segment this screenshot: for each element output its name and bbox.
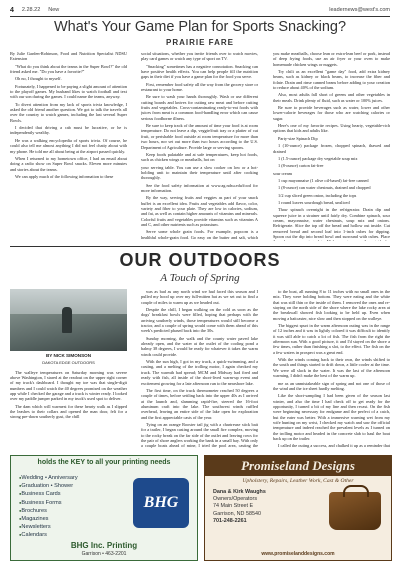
ad-headline: holds the KEY to all your printing needs [37,459,171,466]
outdoors-byline-org: DAKOTA EDGE OUTDOORS [42,360,95,366]
article-column-1 [10,51,127,241]
paragraph: me as an unmistakeable sign of spring and not one of those of the wind and the ice sheet hardly melting. [273,380,390,391]
outdoors-column-1 [10,289,127,449]
paragraph: Like the short-sampling I had been given of the season last winter, and also the time I had check off to get ready for the opportunity, I turned a bit of my line and then recast. On the fish were beginning necessary for endgame and the perfect of a catch, but the eater was better. With a immersive warning wet from my wife hunting on my wrist, I checked my watch and saw the official temperature and indeed reached the prevalent levels as I turned on the trolling motor and headed in the concrete slab to haul the boat back up on the trailer. [273,393,390,441]
list-item: ● Wedding • Anniversary [19,474,78,482]
article-column-3 [273,51,390,241]
recipe-title: Party-size Spinach Dip [278,135,318,141]
paragraph: The walleye temperatures on Saturday morning was severe above Washington, I stared at the readout on the upper right corner of my truck's dashboard. I thought my toe was that single-digit numbers and I could watch the 40 degrees promised on the weather app while I checked the garage and a truck is winter ready. I looked over my paddle jumper parked in my truck's used spot to deliver. [10,369,127,402]
page-number: 4 [10,6,14,14]
paragraph: Try chili as an excellent "game day" food, add extra kidney beans, such as kidney or black beans, to increase the fiber and folate. Drain and rinse canned beans before adding to your creation to reduce about 40% of the sodium. [273,69,390,91]
list-item: ● Calendars [19,531,78,539]
paragraph: The dam which will warmest for these hearty walk as I slipped the leashes to their collars and opened the man door, felt for a strong pre-dawn southerly gust, the chill [10,403,127,420]
ad-address-line: Garrison, ND 58540 [213,510,261,517]
paragraph: Fortunately, I happened to be paying a slight amount of attention to the playoff games. My husband likes to watch football and text with our son during the games. I could name the teams, anyway. [10,83,127,100]
paragraph: Keep foods palatable and at safe temperatures, keep hot foods, such as chicken wings or meatballs, hot on [141,151,258,163]
ad-owner-title: Owners/Operators [213,496,258,503]
recipe-ingredient: 1/2 cup sliced green onion, including the tops [278,192,357,198]
paragraph: Despite the chill, I began walking on the cold as soon as the dogs' breakfast bowls were filled, hoping that perhaps with the arriving southerly winds, those temperatures would still become a tractor, and a couple of spring would come with them ahead of this week's predicted phased back into the 30s. [141,307,258,334]
paragraph: to the boat, all running 8 to 11 inches with no small ones in the mix. They were holding bottom. They were eating and the white that was still thin or the inside of them. I removed the ones and re-staying on the north side of the shore where the lake rocky area at the breakwall showed fish looking to be held up. Even when moving a baitcaster, nice slow and then stopped on the walleye. [273,289,390,321]
section-subtitle: A Touch of Spring [160,272,240,284]
recipe-directions: Thaw spinach overnight in the refrigerator. Drain dip and squeeze juice in a strainer until fairly dry. Combine spinach, sour cream, mayonnaise, water chestnuts, soup mix and onions. Refrigerate. Slice the top off the bread and hollow out inside. Cut removed bread and second loaf into 1-inch cubes for dipping. Spoon out the dip into bread bowl and surround with cubes. Place [273,207,390,239]
paragraph: The first time, on the truck thermometer reached 50 degrees a couple of times, before settling back into the upper 40s as I arrived at the launch and, slamming rapid-fire, steered the 16-foot aluminum craft into the lake. The southwest winds ruffled overhead, leaving an entire side of the lake open for exploration and the first appreciable casts of the year. [141,387,258,420]
article-column-2 [141,51,258,241]
recipe-ingredient: 1 (10-ounce) package frozen, chopped spinach, thawed and drained [273,143,390,154]
paragraph: Here's one of my favorite recipes. Using hearty, vegetable-rich options that kids and adults like. [273,123,390,134]
recipe-ingredient: 1 round loaves sourdough bread, unsliced [278,199,350,205]
bhg-logo: BHG [133,478,189,528]
paragraph: With the sun high, I got in my truck, a quick-swimming, and a casting, and a melting of the trolling motor, I again checked my truck. The warmth had spread; MCM and Midway had fired and ready with fish, all inside of the short-lived warm-up event and excitement growing for a late afternoon run to the nearshore lake. [141,359,258,386]
list-item: ● Graduation • Shower [19,482,78,490]
column-kicker: PRAIRIE FARE [165,38,234,47]
recipe-ingredient: sour cream [273,170,292,176]
section-divider [10,246,390,247]
ad-services-list [19,474,78,540]
section-title: OUR OUTDOORS [119,250,281,270]
paragraph: Be sure to wash your hands thoroughly. Wash or use different cutting boards and knives for cutting raw meat and before cutting fruits and vegetables. Cross-contaminating ready-to-eat foods with juices from meat is a common food-handling error which can cause serious foodborne illness. [141,94,258,121]
columnist-photo [10,289,127,351]
paragraph: First, remember food safety all the way from the grocery store or restaurant to your home. [141,81,258,93]
outdoors-byline: BY NICK SIMONSON [45,353,92,358]
upholstery-ad[interactable] [204,455,392,561]
article-headline: What's Your Game Plan for Sports Snacking? [53,19,347,35]
printing-ad[interactable] [10,455,198,561]
paragraph: See the food safety information at www.ag.ndsu.edu/food for more information. [141,182,258,193]
paragraph: Tying on an orange Rooster tail jig with a chartreuse stick bait for a trailer, I began casting around the small fire complex, moving to the rocky break on the far side of the outlet and leaving rows for the pair of shore anglers working the bank in a small bay. With only a couple boats ahead of mine, I tried the pool area, casting the [141,421,258,449]
list-item: ● Magazines [19,515,78,523]
list-item: ● Business Cards [19,490,78,498]
issue-label: New [48,7,60,13]
recipe-ingredient: 1 cup mayonnaise (1 olive oil-based) fat-free canned [278,177,369,183]
paragraph: you make meatballs, choose lean or extra-lean beef or pork, instead of deep frying foods, use an air fryer or your oven to make homemade chicken wings or nuggets. [273,51,390,67]
paragraph: I decided that driving a cab must be lucrative, or he is independently wealthy. [10,125,127,136]
ad-brand: BHG Inc. Printing [70,541,138,550]
paragraph: To divert attention from my lack of sports trivia knowledge, I asked the old friend another question. We got to talk the travels all over the country to watch games, including the last several Super Bowls. [10,101,127,123]
paragraph: Serve some whole grain foods. For example, popcorn is a healthful whole-grain food. Go easy on the butter and salt, which [141,229,258,240]
website-link[interactable]: leadernews@west's.com [329,7,390,13]
ad-address-line: 74 Main Street E [213,503,254,510]
paragraph: Sunday morning, the walk and the county water paved lake already open, and the water at the outlet of the cooling pond a balmy 38 degrees, I would be ready for whatever it takes the warm winds could provide. [141,335,258,357]
paragraph: By the way, serving fruits and veggies as part of your snack buffet is an excellent idea. Fruits and vegetables add flavor, color, variety and fiber to your plate. They are low in calories, sodium, and fat, as well as contain higher amounts of vitamins and minerals. Colorful fruits and vegetables provide vitamins such as vitamins A and C, and other nutrients such as potassium. [141,195,258,227]
list-item: ● Brochures [19,507,78,515]
paragraph: I called the outing a success, and chalked it up as a reminder that [278,443,390,449]
paragraph: He was a walking encyclopedia of sports trivia. Of course, he could also tell me almost anything I did not feel chatty about with my phone. He told me all about being at the airport passed quickly. [10,137,127,154]
ad-business-name: Promiseland Designs [205,456,391,476]
paragraph: Be sure to provide beverages such as water, lower and other lower-calorie beverages for those who are watching calories or sugar. [273,105,390,121]
ad-owners: Dana & Kirk Waughs [213,489,266,495]
paragraph: social situations, whether you invite friends over to watch movies, play card games or watch any type of sport on TV. [141,51,258,62]
ad-tagline: Upholstery, Repairs, Leather Work, Cast & Other [242,478,354,484]
recipe-ingredient: 1 (8-ounce) can water chestnuts, drained and chopped [278,185,371,191]
paragraph: The biggest spurt in the warm afternoon outing was in the range of 12 inches and it was in lightly colored it was difficult to identify it was still able to catch a lot of fish. The fish from the right the afternoon sun. With a good picture, it and I'd stayed on the shore a few times, rather than finishing a slot, to the effect. The fish on the a few waters in prospect was a great end. [273,323,390,355]
article-byline: By Julie Garden-Robinson, Food and Nutrition Specialist NDSU Extension [10,51,127,62]
recipe-ingredient: 1 (8-ounce) carton fat-free [278,163,324,169]
paragraph: was as bad as any north wind we had faced this season and I pulled my hood up over my full-mitten hat as we set out to find a couple of miles to warm up as we headed out. [141,289,258,305]
issue-date: 2.28.22 [21,7,41,13]
ad-website-link[interactable]: www.promiselanddesigns.com [261,551,335,557]
ad-contact [213,489,266,525]
masthead [10,4,390,17]
paragraph: When I returned to my hometown office, I had an email about doing a radio show on Super Bowl snacks. Eleven more minutes and stories about the teams. [10,155,127,172]
paragraph: Oh no, I thought to myself. [15,76,62,82]
paragraph: your serving table. You can use a slow cooker on low or a hot-holding unit to maintain their temperature until after cooking thoroughly. [141,164,258,181]
paragraph: "Snacking" sometimes has a negative connotation. Snacking can have positive health effects. You can help people fill the nutrition gaps in their diet if you have a game plan for the food you serve. [141,63,258,80]
paragraph: "What do you think about the teams in the Super Bowl?" the old friend asked me. "Do you have a favorite?" [10,63,127,75]
ad-location: Garrison • 463-2201 [81,551,127,557]
paragraph: Also, most adults fall short of greens and other vegetables in their meals. Drink plenty of fluid, such as water or 100% juices. [273,92,390,103]
outdoors-column-3 [273,289,390,449]
recipe-ingredient: 1 (1.5-ounce) package dry vegetable soup mix [278,155,358,161]
paragraph: Be sure to keep track of the amount of time your food is at room temperature. Do not leave a dip, veggie/fruit tray or a platter of cut fruit, or perishable food outside at room temperature for more than two hours, nor set out more than two hours according to the U.S. Department of Agriculture. Provide large or serving spoons. [141,123,258,150]
paragraph: We can apply much of the following information to these [15,173,114,179]
ad-phone: 701-248-2261 [213,517,247,524]
paragraph: With the winds coming back to their own, the winds shifted to the south and things started to drift down, a little cooler at the time. We were all slack in the water. It was the last of the afternoon warming, I didn't make the best of the warm up. [273,357,390,379]
outdoors-column-2 [141,289,258,449]
list-item: ● Business Forms [19,499,78,507]
list-item: ● Newsletters [19,523,78,531]
handbag-icon [329,492,381,530]
